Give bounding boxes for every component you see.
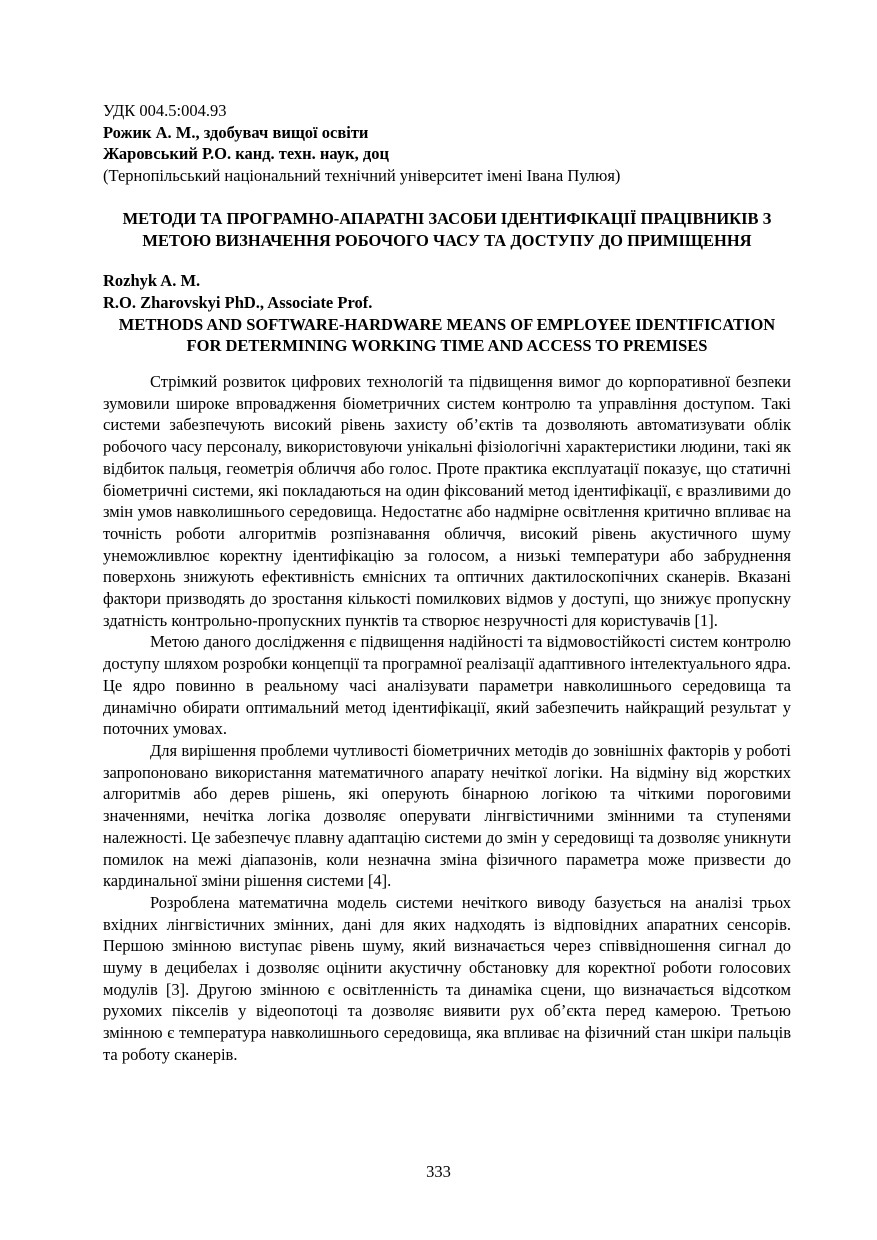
article-meta: [103, 100, 791, 187]
english-heading-block: [103, 270, 791, 357]
paragraph-intro: Стрімкий розвиток цифрових технологій та підвищення вимог до корпоративної безпеки зумовили широке впровадження біометричних систем контролю та управління доступом. Такі системи забезпечують високий рівень захисту об’єктів та дозволяють автоматизувати облік робочого часу персоналу, використовуючи унікальні фізіологічні характеристики людини, такі як відбиток пальця, геометрія обличчя або голос. Проте практика експлуатації показує, що статичні біометричні системи, які покладаються на один фіксований метод ідентифікації, є вразливими до змін умов навколишнього середовища. Недостатнє або надмірне освітлення критично впливає на точність роботи алгоритмів розпізнавання обличчя, високий рівень акустичного шуму унеможливлює коректну ідентифікацію за голосом, а низькі температури або забруднення поверхонь знижують ефективність ємнісних та оптичних дактилоскопічних сканерів. Вказані фактори призводять до зростання кількості помилкових відмов у доступі, що знижує пропускну здатність контрольно-пропускних пунктів та створює незручності для користувачів [1].: [103, 372, 791, 630]
paragraph-model: Розроблена математична модель системи нечіткого виводу базується на аналізі трьох вхідних лінгвістичних змінних, дані для яких надходять із відповідних апаратних сенсорів. Першою змінною виступає рівень шуму, який визначається через співвідношення сигнал до шуму в децибелах і дозволяє оцінити акустичну обстановку для коректної роботи голосових модулів [3]. Другою змінною є освітленність та динаміка сцени, що визначається відсотком рухомих пікселів у відеопотоці та дозволяє виявити рух об’єкта перед камерою. Третьою змінною є температура навколишнього середовища, яка впливає на фізичний стан шкіри пальців та роботу сканерів.: [103, 892, 791, 1064]
page-number: 333: [426, 1162, 451, 1181]
title-english: METHODS AND SOFTWARE-HARDWARE MEANS OF EMPLOYEE IDENTIFICATION FOR DETERMINING WORKING TIME AND ACCESS TO PREMISES: [118, 314, 776, 356]
article-body: [103, 371, 791, 1066]
paragraph-goal: Метою даного дослідження є підвищення надійності та відмовостійкості систем контролю доступу шляхом розробки концепції та програмної реалізації адаптивного інтелектуального ядра. Це ядро повинно в реальному часі аналізувати параметри навколишнього середовища та динамічно обирати оптимальний метод ідентифікації, який забезпечить найкращий результат у поточних умовах.: [103, 632, 791, 739]
udc-number: УДК 004.5:004.93: [103, 101, 227, 120]
paragraph-fuzzy-logic: Для вирішення проблеми чутливості біометричних методів до зовнішніх факторів у роботі запропоновано використання математичного апарату нечіткої логіки. На відміну від жорстких алгоритмів або дерев рішень, які оперують бінарною логікою та чіткими пороговими значеннями, нечітка логіка дозволяє оперувати лінгвістичними змінними та ступенями належності. Це забезпечує плавну адаптацію системи до змін у середовищі та дозволяє уникнути помилок на межі діапазонів, коли незначна зміна фізичного параметра може призвести до кардинальної зміни рішення системи [4].: [103, 740, 791, 891]
page-content: [103, 100, 791, 1066]
author-en-2: R.O. Zharovskyi PhD., Associate Prof.: [103, 292, 373, 312]
affiliation: (Тернопільський національний технічний університет імені Івана Пулюя): [103, 166, 621, 186]
author-uk-2: Жаровський Р.О. канд. техн. наук, доц: [103, 144, 389, 164]
author-uk-1: Рожик А. М., здобувач вищої освіти: [103, 122, 369, 142]
author-en-1: Rozhyk A. M.: [103, 271, 201, 291]
title-ukrainian: МЕТОДИ ТА ПРОГРАМНО-АПАРАТНІ ЗАСОБИ ІДЕНТИФІКАЦІЇ ПРАЦІВНИКІВ З МЕТОЮ ВИЗНАЧЕННЯ РОБОЧОГО ЧАСУ ТА ДОСТУПУ ДО ПРИМІЩЕННЯ: [122, 208, 772, 250]
